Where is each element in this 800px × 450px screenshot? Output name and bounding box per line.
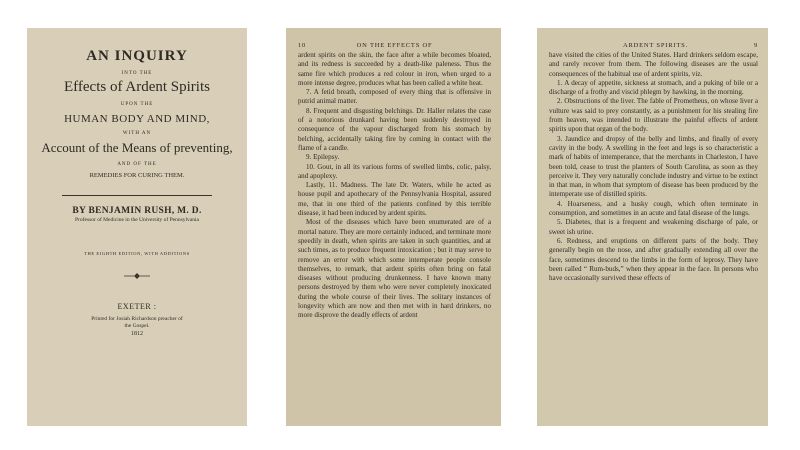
imprint-year: 1812: [131, 331, 143, 338]
title-rule: [62, 195, 212, 196]
account-heading: Account of the Means of preventing,: [41, 140, 233, 155]
paragraph: 4. Hoarseness, and a husky cough, which often terminate in consumption, and sometimes in an acute and fatal disease of the lungs.: [549, 199, 758, 218]
running-head-left: [298, 42, 491, 49]
text-page-right: [537, 28, 768, 426]
with-an-text: WITH AN: [122, 131, 152, 136]
edition-line: THE EIGHTH EDITION, WITH ADDITIONS: [84, 251, 190, 256]
paragraph: 7. A fetid breath, composed of every thing that is offensive in putrid animal matter.: [298, 88, 491, 106]
imprint-place: EXETER :: [117, 302, 157, 311]
author-line: BY BENJAMIN RUSH, M. D.: [72, 206, 202, 216]
imprint-printer-line-1: Printed for Josiah Richardson preacher of: [91, 316, 183, 322]
remedies-heading: REMEDIES FOR CURING THEM.: [89, 172, 185, 179]
paragraph: 10. Gout, in all its various forms of swelled limbs, colic, palsy, and apoplexy.: [298, 162, 491, 180]
upon-the-text: UPON THE: [120, 102, 154, 107]
paragraph: Lastly, 11. Madness. The late Dr. Waters, while he acted as house pupil and apothecary of the Pennsylvania Hospital, assured me, that in one third of the patients confined by this terrible disease, it had been induced by ardent spirits.: [298, 181, 491, 218]
running-head-title: ARDENT SPIRITS.: [622, 42, 688, 49]
paragraph: 5. Diabetes, that is a frequent and weakening discharge of pale, or sweet ish urine.: [549, 218, 758, 236]
paragraph: 9. Epilepsy.: [306, 153, 340, 162]
page-body-left: [298, 51, 491, 321]
page-number: 10: [298, 42, 307, 49]
paragraph: Most of the diseases which have been enumerated are of a mortal nature. They are more certainly induced, and terminate more speedily in death, when spirits are taken in such quantities, and at such times, as to produce frequent intoxication ; but it may serve to remove an error with which some intemperate people console themselves, to remark, that ardent spirits often bring on fatal diseases without producing drunkenness. I have known many persons destroyed by them who were never completely inoxicated during the whole course of their lives. The solitary instances of longevity which are now and then met with in hard drinkers, no more disprove the deadly effects of ardent: [298, 218, 491, 320]
paragraph: have visited the cities of the United States. Hard drinkers seldom escape, and rarely recover from them. The following diseases are the usual consequences of the habitual use of ardent spirits, viz.: [549, 51, 758, 78]
effects-heading: Effects of Ardent Spirits: [64, 79, 210, 95]
paragraph: 1. A decay of appetite, sickness at stomach, and a puking of bile or a discharge of a frothy and viscid phlegm by hawking, in the morning.: [549, 78, 758, 97]
book-title: AN INQUIRY: [86, 48, 188, 64]
author-professorship: Professor of Medicine in the University of Pennsylvania: [75, 217, 199, 223]
page-body-right: [549, 51, 758, 283]
title-page: [27, 28, 247, 426]
paragraph: ardent spirits on the skin, the face after a while becomes bloated, and its redness is succeeded by a death-like paleness. Thus the same fire which produces a red colour in iron, when urged to a more intense degree, produces what has been called a white heat.: [298, 51, 491, 87]
and-of-the-text: AND OF THE: [117, 162, 157, 167]
running-head-title: ON THE EFFECTS OF: [356, 42, 433, 49]
into-the-text: INTO THE: [121, 71, 153, 76]
paragraph: 6. Redness, and eruptions on different parts of the body. They generally begin on the nose, and after gradually extending all over the face, sometimes descend to the limbs in the form of leprosy. They have been called “ Rum-buds,” when they appear in the face. In persons who have occasionally survived these effects of: [549, 236, 758, 283]
ornament-icon: [37, 272, 237, 282]
paragraph: 8. Frequent and disgusting belchings. Dr. Haller relates the case of a notorious drunkard having been suddenly destroyed in consequence of the vapour discharged from his stomach by belching, accidentally taking fire by coming in contact with the flame of a candle.: [298, 106, 491, 152]
paragraph: 3. Jaundice and dropsy of the belly and limbs, and finally of every cavity in the body. A swelling in the feet and legs is so characteristic a mark of habits of intemperance, that the merchants in Charleston, I have been told, cease to trust the planters of South Carolina, as soon as they perceive it. They very naturally conclude industry and virtue to be extinct in that man, in whom that symptom of disease has been produced by the intemperate use of distilled spirits.: [549, 134, 758, 199]
imprint-printer-line-2: the Gospel.: [124, 323, 150, 330]
running-head-right: [549, 42, 758, 49]
page-number: 9: [753, 42, 758, 49]
human-body-heading: HUMAN BODY AND MIND,: [64, 113, 210, 125]
text-page-left: [286, 28, 501, 426]
paragraph: 2. Obstructions of the liver. The fable of Prometheus, on whose liver a vulture was said to prey constantly, as a punishment for his stealing fire from heaven, was intended to illustrate the painful effects of ardent spirits upon that organ of the body.: [549, 97, 758, 134]
